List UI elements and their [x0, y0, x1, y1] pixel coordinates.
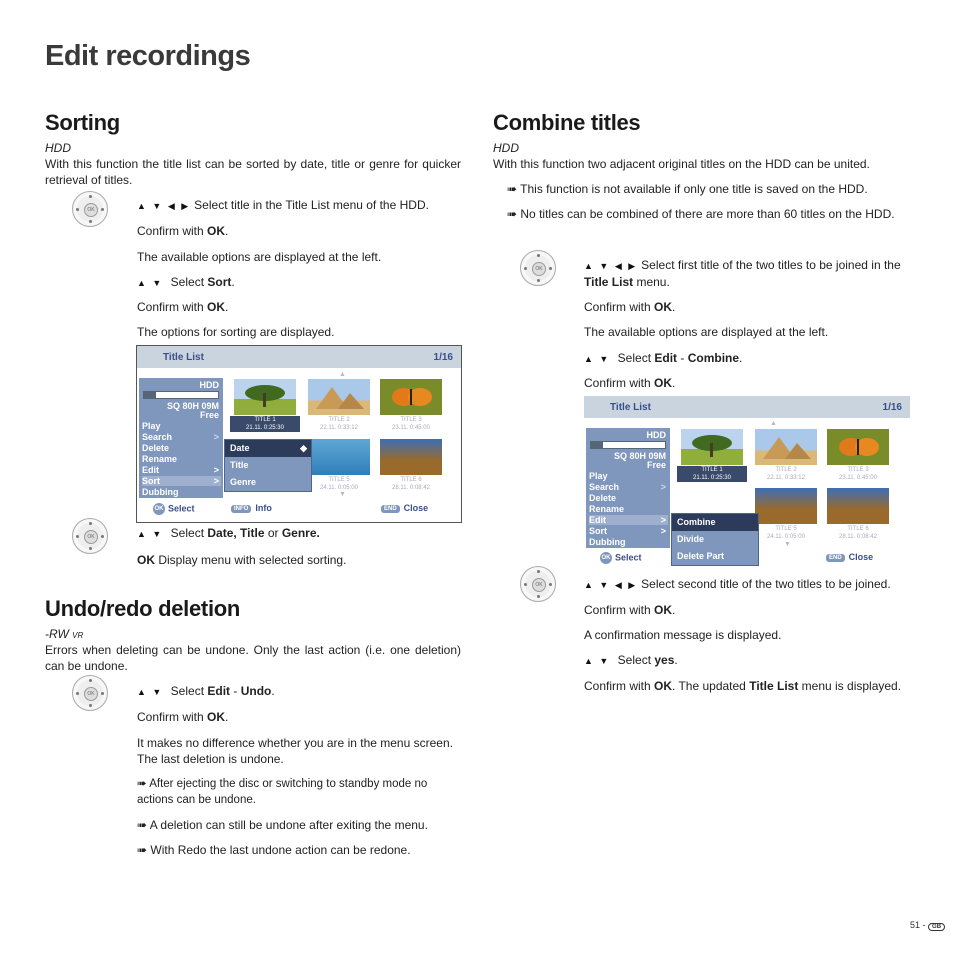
footer-close[interactable]: END Close	[826, 552, 873, 562]
combine-step4: ▲ ▼ Select yes.	[584, 653, 678, 667]
thumbnail-title-6[interactable]	[380, 439, 442, 475]
options-menu: HDD SQ 80H 09M Free Play Search > Delete Rename Edit > Sort > Dubbing	[139, 378, 223, 498]
thumbnail-title-3[interactable]	[827, 429, 889, 465]
undo-heading: Undo/redo deletion	[45, 596, 241, 621]
up-down-left-right-arrows-icon: ▲ ▼ ◀ ▶	[584, 261, 638, 271]
sorting-step3: ▲ ▼ Select Date, Title or Genre.	[137, 526, 320, 540]
remote-control-icon: OK	[520, 250, 556, 286]
menu-item-sort[interactable]: Sort >	[589, 526, 666, 536]
menu-item-sort[interactable]: Sort >	[142, 476, 219, 486]
submenu-item-title[interactable]: Title	[230, 460, 249, 470]
thumbnail-title-2[interactable]	[755, 429, 817, 465]
menu-item-dubbing[interactable]: Dubbing	[589, 537, 626, 547]
combine-step3: ▲ ▼ ◀ ▶ Select second title of the two titles to be joined.	[584, 577, 891, 591]
footer-close[interactable]: END Close	[381, 503, 428, 513]
submenu-item-genre[interactable]: Genre	[230, 477, 257, 487]
sorting-medium: HDD	[45, 141, 71, 155]
undo-confirm: Confirm with OK.	[137, 710, 229, 724]
sorting-heading: Sorting	[45, 110, 120, 135]
thumbnail-caption-3: TITLE 3 23.11. 0:45:00	[392, 417, 430, 431]
combine-medium: HDD	[493, 141, 519, 155]
sorting-step2: ▲ ▼ Select Sort.	[137, 275, 235, 289]
thumbnail-caption-1: TITLE 1 21.11. 0:25:30	[677, 466, 747, 482]
sorting-intro: With this function the title list can be sorted by date, title or genre for quicker retrieval of titles.	[45, 157, 461, 187]
up-down-left-right-arrows-icon: ▲ ▼ ◀ ▶	[137, 201, 191, 211]
menu-item-delete[interactable]: Delete	[589, 493, 617, 503]
right-arrow-note-icon: ➠	[137, 843, 151, 857]
up-down-arrows-icon: ▲ ▼	[137, 278, 164, 288]
menu-item-edit[interactable]: Edit >	[589, 515, 666, 525]
menu-item-play[interactable]: Play	[142, 421, 161, 431]
sorting-available: The available options are displayed at the left.	[137, 250, 382, 264]
combine-confirm-3: Confirm with OK.	[584, 603, 676, 617]
thumbnail-title-2[interactable]	[308, 379, 370, 415]
sorting-options-displayed: The options for sorting are displayed.	[137, 325, 335, 339]
thumbnail-caption-3: TITLE 3 23.11. 0:45:00	[839, 467, 877, 481]
combine-step1: ▲ ▼ ◀ ▶ Select first title of the two titles to be joined in the Title List menu.	[584, 258, 901, 289]
thumbnail-caption-2: TITLE 2 22.11. 0:33:12	[767, 467, 805, 481]
thumbnail-caption-2: TITLE 2 22.11. 0:33:12	[320, 417, 358, 431]
sorting-confirm1: Confirm with OK.	[137, 224, 229, 238]
combine-intro: With this function two adjacent original titles on the HDD can be united.	[493, 157, 870, 171]
undo-medium: -RW VR	[45, 627, 84, 641]
combine-confirmation: A confirmation message is displayed.	[584, 628, 782, 642]
sorting-step1: ▲ ▼ ◀ ▶ Select title in the Title List menu of the HDD.	[137, 198, 429, 212]
menu-item-play[interactable]: Play	[589, 471, 608, 481]
footer-info[interactable]: INFO Info	[231, 503, 272, 513]
combine-step2: ▲ ▼ Select Edit - Combine.	[584, 351, 743, 365]
right-arrow-note-icon: ➠	[137, 778, 150, 790]
thumbnail-title-6[interactable]	[827, 488, 889, 524]
thumbnail-title-5[interactable]	[308, 439, 370, 475]
thumbnail-caption-5: TITLE 5 24.11. 0:05:00	[320, 477, 358, 491]
menu-item-search[interactable]: Search >	[589, 482, 666, 492]
sorting-step4: OK Display menu with selected sorting.	[137, 553, 347, 567]
scroll-up-icon[interactable]: ▲	[339, 371, 346, 378]
thumbnail-title-1[interactable]	[234, 379, 296, 415]
title-list-bar: Title List 1/16	[584, 396, 910, 418]
combine-confirm-1: Confirm with OK.	[584, 300, 676, 314]
menu-item-search[interactable]: Search >	[142, 432, 219, 442]
combine-available: The available options are displayed at the left.	[584, 325, 829, 339]
undo-no-difference: It makes no difference whether you are in the menu screen. The last deletion is undone.	[137, 736, 453, 766]
combine-heading: Combine titles	[493, 110, 641, 135]
right-arrow-note-icon: ➠	[507, 207, 521, 221]
undo-note-3: ➠ With Redo the last undone action can be redone.	[137, 843, 411, 857]
undo-intro: Errors when deleting can be undone. Only the last action (i.e. one deletion) can be undone.	[45, 643, 461, 673]
scroll-down-icon[interactable]: ▼	[339, 491, 346, 498]
country-badge: GB	[928, 923, 945, 931]
menu-item-delete[interactable]: Delete	[142, 443, 170, 453]
remote-control-icon: OK	[72, 675, 108, 711]
up-down-arrows-icon: ▲ ▼	[137, 687, 164, 697]
undo-note-2: ➠ A deletion can still be undone after exiting the menu.	[137, 818, 428, 832]
submenu-item-delete-part[interactable]: Delete Part	[677, 551, 725, 561]
combine-note-1: ➠ This function is not available if only one title is saved on the HDD.	[507, 182, 868, 196]
submenu-item-combine[interactable]: Combine	[672, 514, 758, 531]
thumbnail-caption-6: TITLE 6 28.11. 0:08:42	[839, 526, 877, 540]
menu-item-rename[interactable]: Rename	[589, 504, 625, 514]
scroll-down-icon[interactable]: ▼	[784, 541, 791, 548]
page-number: 51 - GB	[910, 920, 945, 931]
up-down-left-right-arrows-icon: ▲ ▼ ◀ ▶	[584, 580, 638, 590]
up-down-arrows-icon: ▲ ▼	[137, 529, 164, 539]
menu-item-edit[interactable]: Edit >	[142, 465, 219, 475]
thumbnail-title-3[interactable]	[380, 379, 442, 415]
thumbnail-title-1[interactable]	[681, 429, 743, 465]
title-list-screen-combine	[584, 396, 910, 570]
submenu-item-date[interactable]: Date ◆	[225, 440, 311, 457]
combine-note-2: ➠ No titles can be combined of there are more than 60 titles on the HDD.	[507, 207, 895, 221]
menu-item-rename[interactable]: Rename	[142, 454, 178, 464]
remote-control-icon: OK	[72, 191, 108, 227]
title-list-bar: Title List 1/16	[137, 346, 461, 368]
combine-confirm-2: Confirm with OK.	[584, 376, 676, 390]
sorting-confirm2: Confirm with OK.	[137, 300, 229, 314]
sort-submenu	[224, 439, 312, 492]
menu-item-dubbing[interactable]: Dubbing	[142, 487, 179, 497]
title-list-screen-sort	[136, 345, 462, 523]
remote-control-icon: OK	[72, 518, 108, 554]
undo-step1: ▲ ▼ Select Edit - Undo.	[137, 684, 275, 698]
page-title: Edit recordings	[45, 40, 251, 72]
up-down-arrows-icon: ▲ ▼	[584, 354, 611, 364]
footer-select[interactable]: OK Select	[154, 503, 195, 514]
thumbnail-caption-1: TITLE 1 21.11. 0:25:30	[230, 416, 300, 432]
right-arrow-note-icon: ➠	[137, 818, 150, 832]
undo-note-1: ➠ After ejecting the disc or switching to standby mode no actions can be undone.	[137, 778, 428, 806]
thumbnail-caption-6: TITLE 6 28.11. 0:08:42	[392, 477, 430, 491]
combine-final: Confirm with OK. The updated Title List menu is displayed.	[584, 679, 902, 693]
options-menu: HDD SQ 80H 09M Free Play Search > Delete Rename Edit > Sort > Dubbing	[586, 428, 670, 548]
scroll-up-icon[interactable]: ▲	[770, 420, 777, 427]
submenu-item-divide[interactable]: Divide	[677, 534, 705, 544]
up-down-arrows-icon: ▲ ▼	[584, 656, 611, 666]
edit-submenu	[671, 513, 759, 566]
thumbnail-caption-5: TITLE 5 24.11. 0:05:00	[767, 526, 805, 540]
remote-control-icon: OK	[520, 566, 556, 602]
footer-select[interactable]: OK Select	[601, 552, 642, 563]
thumbnail-title-5[interactable]	[755, 488, 817, 524]
right-arrow-note-icon: ➠	[507, 182, 521, 196]
